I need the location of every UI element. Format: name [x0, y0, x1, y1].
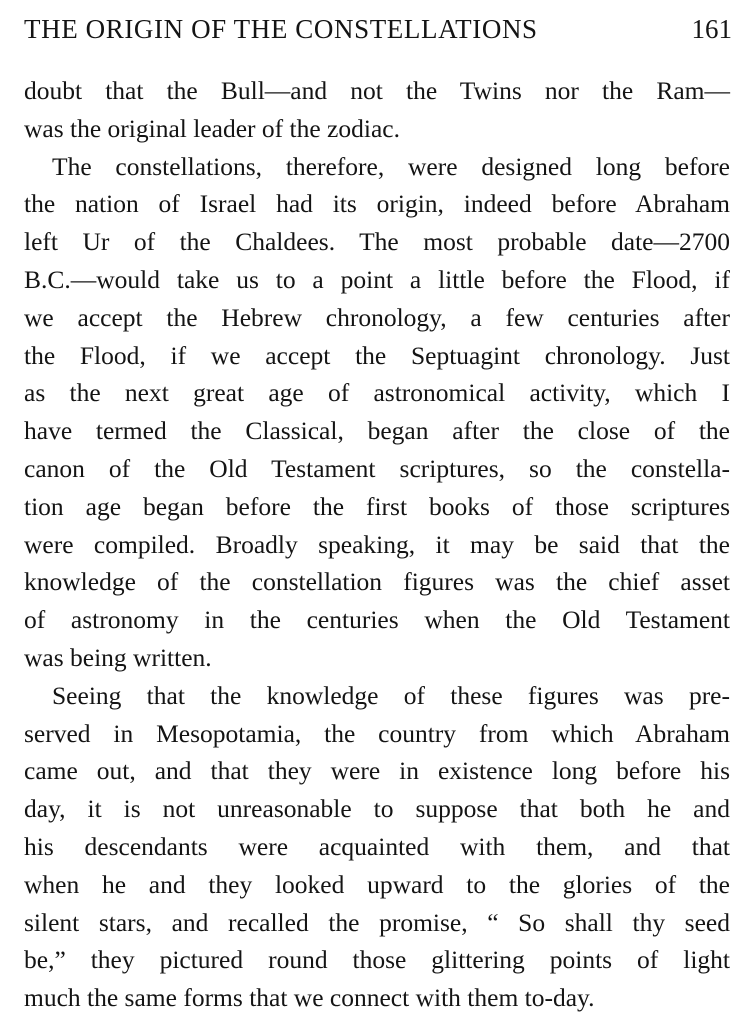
- text-line: the nation of Israel had its origin, indeed before Abraham: [24, 189, 730, 219]
- running-head-title: THE ORIGIN OF THE CONSTELLATIONS: [24, 14, 538, 44]
- paragraph: [24, 148, 730, 677]
- text-line: day, it is not unreasonable to suppose that both he and: [24, 794, 730, 824]
- text-line: was the original leader of the zodiac.: [24, 113, 400, 143]
- text-line: his descendants were acquainted with them, and that: [24, 831, 730, 861]
- text-line: B.C.—would take us to a point a little before the Flood, if: [24, 264, 730, 294]
- text-line: was being written.: [24, 642, 212, 672]
- text-line: as the next great age of astronomical activity, which I: [24, 378, 730, 408]
- paragraph: [24, 677, 730, 1017]
- text-line: silent stars, and recalled the promise, “ So shall thy seed: [24, 907, 730, 937]
- text-line: we accept the Hebrew chronology, a few centuries after: [24, 302, 730, 332]
- text-line: much the same forms that we connect with them to-day.: [24, 983, 595, 1013]
- body-text: [24, 72, 730, 1017]
- text-line: served in Mesopotamia, the country from which Abraham: [24, 718, 730, 748]
- text-line: canon of the Old Testament scriptures, so the constella-: [24, 453, 730, 483]
- text-line: the Flood, if we accept the Septuagint chronology. Just: [24, 340, 730, 370]
- page-number: 161: [691, 14, 732, 44]
- text-line: were compiled. Broadly speaking, it may be said that the: [24, 529, 730, 559]
- text-line: left Ur of the Chaldees. The most probable date—2700: [24, 227, 730, 257]
- text-line: came out, and that they were in existence long before his: [24, 756, 730, 786]
- paragraph: [24, 72, 730, 148]
- text-line: of astronomy in the centuries when the Old Testament: [24, 605, 730, 635]
- running-head: [24, 14, 732, 54]
- text-line: The constellations, therefore, were designed long before: [52, 151, 730, 181]
- text-line: when he and they looked upward to the glories of the: [24, 869, 730, 899]
- text-line: knowledge of the constellation figures was the chief asset: [24, 567, 730, 597]
- text-line: have termed the Classical, began after the close of the: [24, 416, 730, 446]
- text-line: tion age began before the first books of those scriptures: [24, 491, 730, 521]
- text-line: Seeing that the knowledge of these figures was pre-: [52, 680, 730, 710]
- text-line: doubt that the Bull—and not the Twins nor the Ram—: [24, 76, 730, 105]
- text-line: be,” they pictured round those glittering points of light: [24, 945, 730, 975]
